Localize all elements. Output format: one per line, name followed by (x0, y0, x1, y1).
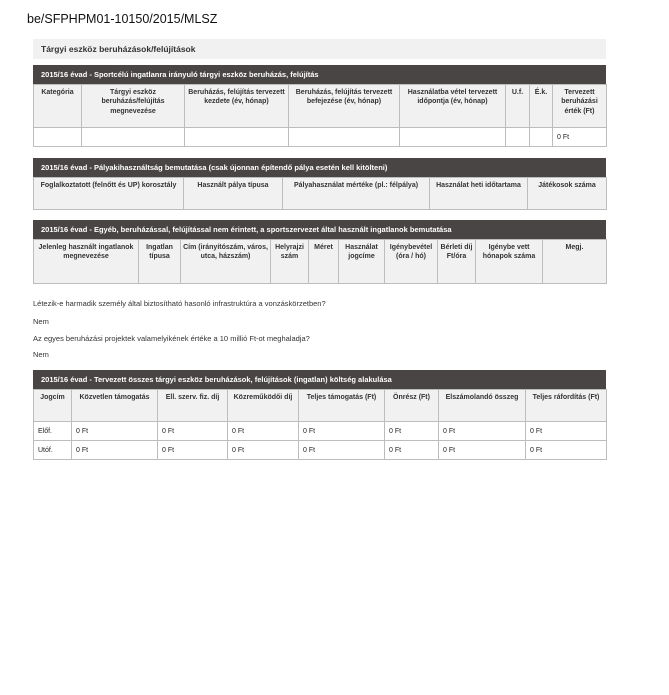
block1-header-row (34, 85, 607, 128)
cell: 0 Ft (158, 422, 228, 441)
header-size: Méret (309, 240, 339, 284)
cell: 0 Ft (228, 441, 299, 460)
header-address: Cím (irányítószám, város, utca, házszám) (181, 240, 271, 284)
block2-title-bar: 2015/16 évad - Pályakihasználtság bemutatása (csak újonnan építendő pálya esetén kell kitölteni) (33, 158, 606, 177)
cell: Utóf. (34, 441, 72, 460)
header-usage-title: Használat jogcíme (339, 240, 385, 284)
cell: 0 Ft (526, 441, 607, 460)
header-lot-number: Helyrajzi szám (271, 240, 309, 284)
table-row (34, 128, 607, 147)
header-kategoria: Kategória (34, 85, 82, 128)
header-property-name: Jelenleg használt ingatlanok megnevezése (34, 240, 139, 284)
header-end: Beruházás, felújítás tervezett befejezése (év, hónap) (289, 85, 400, 128)
cell: 0 Ft (72, 422, 158, 441)
header-own-share: Önrész (Ft) (385, 390, 439, 422)
table-row (34, 422, 607, 441)
table-row (34, 441, 607, 460)
header-start: Beruházás, felújítás tervezett kezdete (év, hónap) (185, 85, 289, 128)
question-1: Létezik-e harmadik személy által biztosítható hasonló infrastruktúra a vonzáskörzetben? (33, 299, 326, 308)
cell: Előf. (34, 422, 72, 441)
answer-1: Nem (33, 317, 49, 326)
header-total-support: Teljes támogatás (Ft) (299, 390, 385, 422)
document-id: be/SFPHPM01-10150/2015/MLSZ (27, 12, 218, 26)
header-total-cost: Teljes ráfordítás (Ft) (526, 390, 607, 422)
header-notes: Megj. (543, 240, 607, 284)
block3-table (33, 239, 607, 284)
header-planned-value: Tervezett beruházási érték (Ft) (553, 85, 607, 128)
section-title: Tárgyi eszköz beruházások/felújítások (41, 44, 196, 54)
cell (82, 128, 185, 147)
block1-title-bar: 2015/16 évad - Sportcélú ingatlanra irányuló tárgyi eszköz beruházás, felújítás (33, 65, 606, 84)
header-usage-hours: Igénybevétel (óra / hó) (385, 240, 438, 284)
header-uf: U.f. (506, 85, 530, 128)
header-jogcim: Jogcím (34, 390, 72, 422)
cell (530, 128, 553, 147)
block2-header-row (34, 178, 607, 210)
header-age-group: Foglalkoztatott (felnőtt és UP) korosztály (34, 178, 184, 210)
cell (289, 128, 400, 147)
header-accounted-sum: Elszámolandó összeg (439, 390, 526, 422)
section-title-box (33, 39, 606, 59)
cell: 0 Ft (526, 422, 607, 441)
header-agent-fee: Közreműködői díj (228, 390, 299, 422)
block4-title-bar: 2015/16 évad - Tervezett összes tárgyi eszköz beruházások, felújítások (ingatlan) költség alakulása (33, 370, 606, 389)
block3-title-bar: 2015/16 évad - Egyéb, beruházással, felújítással nem érintett, a sportszervezet által használt ingatlanok bemutatása (33, 220, 606, 239)
block4-header-row (34, 390, 607, 422)
block2-table (33, 177, 607, 210)
cell: 0 Ft (158, 441, 228, 460)
question-2: Az egyes beruházási projektek valamelyikének értéke a 10 millió Ft-ot meghaladja? (33, 334, 310, 343)
header-weekly-duration: Használat heti időtartama (430, 178, 528, 210)
block3-header-row (34, 240, 607, 284)
block4-table (33, 389, 607, 460)
cell: 0 Ft (299, 422, 385, 441)
cell: 0 Ft (228, 422, 299, 441)
cell: 0 Ft (439, 422, 526, 441)
header-field-type: Használt pálya típusa (184, 178, 283, 210)
header-control-fee: Ell. szerv. fiz. díj (158, 390, 228, 422)
cell (506, 128, 530, 147)
cell: 0 Ft (72, 441, 158, 460)
cell: 0 Ft (553, 128, 607, 147)
answer-2: Nem (33, 350, 49, 359)
header-direct-support: Közvetlen támogatás (72, 390, 158, 422)
cell: 0 Ft (299, 441, 385, 460)
header-ek: É.k. (530, 85, 553, 128)
header-months: Igénybe vett hónapok száma (476, 240, 543, 284)
header-property-type: Ingatlan típusa (139, 240, 181, 284)
block1-table (33, 84, 607, 147)
cell: 0 Ft (385, 422, 439, 441)
cell: 0 Ft (439, 441, 526, 460)
header-asset-name: Tárgyi eszköz beruházás/felújítás megnevezése (82, 85, 185, 128)
header-use-date: Használatba vétel tervezett időpontja (év, hónap) (400, 85, 506, 128)
header-players: Játékosok száma (528, 178, 607, 210)
cell (185, 128, 289, 147)
header-rent-fee: Bérleti díj Ft/óra (438, 240, 476, 284)
cell (34, 128, 82, 147)
cell (400, 128, 506, 147)
cell: 0 Ft (385, 441, 439, 460)
header-field-usage: Pályahasználat mértéke (pl.: félpálya) (283, 178, 430, 210)
